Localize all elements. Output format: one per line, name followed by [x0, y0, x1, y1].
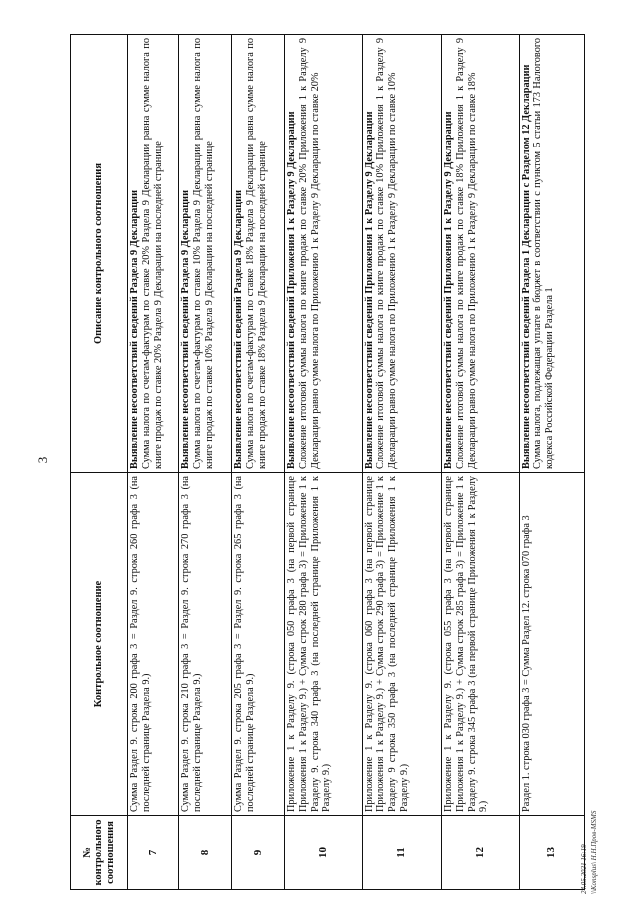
table-row — [128, 35, 179, 890]
row-description-text: Сумма налога, подлежащая уплате в бюджет в соответствии с пунктом 5 статьи 173 Налогового кодекса Российской Федерации Раздела 1 — [532, 38, 555, 469]
row-description-title: Выявление несоответствий сведений Приложения 1 к Разделу 9 Декларации — [443, 111, 455, 469]
print-stamp-path: \\Konsplus\ Н.Н.Пров-МSMS — [590, 810, 598, 894]
row-description-text: Сложение итоговой суммы налога по книге продаж по ставке 18% Приложения 1 к Разделу 9 Декларации равно сумме налога по Приложению 1 к Разделу 9 Декларации по ставке 18% — [454, 38, 478, 469]
header-number: № контрольного соотношения — [71, 816, 128, 890]
row-description — [179, 35, 232, 473]
row-description-text: Сложение итоговой суммы налога по книге продаж по ставке 20% Приложения 1 к Разделу 9 Декларации равно сумме налога по Приложению 1 к Разделу 9 Декларации по ставке 20% — [298, 38, 321, 469]
header-relation: Контрольное соотношение — [71, 473, 128, 816]
row-description-text: Сумма налога по счетам-фактурам по ставке 20% Раздела 9 Декларации равна сумме налога по книге продаж по ставке 20% Раздела 9 Декларации на последней странице — [141, 38, 164, 469]
row-number: 10 — [285, 816, 362, 890]
row-relation: Сумма Раздел 9. строка 210 графа 3 = Раздел 9. строка 270 графа 3 (на последней странице Раздела 9.) — [179, 473, 232, 816]
row-description — [442, 35, 519, 473]
row-number: 9 — [232, 816, 285, 890]
table-row — [519, 35, 584, 890]
table-header-row — [71, 35, 128, 890]
table-row — [362, 35, 442, 890]
row-relation: Раздел 1. строка 030 графа 3 = Сумма Раздел 12. строка 070 графа 3 — [519, 473, 584, 816]
row-relation: Сумма Раздел 9. строка 200 графа 3 = Раздел 9. строка 260 графа 3 (на последней странице Раздела 9.) — [128, 473, 179, 816]
row-relation: Приложение 1 к Разделу 9. (строка 055 графа 3 (на первой странице Приложения 1 к Разделу 9.) + Сумма строк 285 графа 3) = Приложение 1 к Разделу 9. строка 345 графа 3 (на первой странице Приложения 1 к Разделу 9.) — [442, 473, 519, 816]
row-number: 11 — [362, 816, 442, 890]
table-row — [179, 35, 232, 890]
row-description — [232, 35, 285, 473]
page-number-wrap — [35, 445, 51, 475]
row-number: 7 — [128, 816, 179, 890]
table-row — [285, 35, 362, 890]
control-relations-table — [70, 34, 585, 890]
row-description — [519, 35, 584, 473]
row-description-text: Сумма налога по счетам-фактурам по ставке 18% Раздела 9 Декларации равна сумме налога по книге продаж по ставке 18% Раздела 9 Декларации на последней странице — [244, 38, 268, 469]
row-description-text: Сложение итоговой суммы налога по книге продаж по ставке 10% Приложения 1 к Разделу 9 Декларации равно сумме налога по Приложению 1 к Разделу 9 Декларации по ставке 10% — [375, 38, 398, 469]
table-row — [442, 35, 519, 890]
row-number: 13 — [519, 816, 584, 890]
header-description: Описание контрольного соотношения — [71, 35, 128, 473]
print-stamp-date: 24.05.2021 16:19 — [580, 844, 588, 894]
table-row — [232, 35, 285, 890]
row-description-title: Выявление несоответствий сведений Раздела 9 Декларации — [129, 189, 141, 469]
row-relation: Приложение 1 к Разделу 9. (строка 050 графа 3 (на первой странице Приложения 1 к Разделу 9.) + Сумма строк 280 графа 3) = Приложение 1 к Разделу 9. строка 340 графа 3 (на последней странице Приложения 1 к Разделу 9.) — [285, 473, 362, 816]
row-description — [285, 35, 362, 473]
row-number: 8 — [179, 816, 232, 890]
rotated-page — [70, 35, 585, 890]
row-description-title: Выявление несоответствий сведений Приложения 1 к Разделу 9 Декларации — [363, 111, 375, 469]
row-number: 12 — [442, 816, 519, 890]
row-relation: Сумма Раздел 9. строка 205 графа 3 = Раздел 9. строка 265 графа 3 (на последней странице Раздела 9.) — [232, 473, 285, 816]
page-number: 3 — [35, 456, 50, 464]
row-description — [128, 35, 179, 473]
row-description-title: Выявление несоответствий сведений Приложения 1 к Разделу 9 Декларации — [286, 111, 298, 469]
row-description-title: Выявление несоответствий сведений Раздела 9 Декларации — [180, 189, 192, 469]
row-description-text: Сумма налога по счетам-фактурам по ставке 10% Раздела 9 Декларации равна сумме налога по книге продаж по ставке 10% Раздела 9 Декларации на последней странице — [191, 38, 215, 469]
row-relation: Приложение 1 к Разделу 9. (строка 060 графа 3 (на первой странице Приложения 1 к Разделу 9.) + Сумма строк 290 графа 3) = Приложение 1 к Разделу 9 строка 350 графа 3 (на последней странице Приложения 1 к Разделу 9.) — [362, 473, 442, 816]
row-description-title: Выявление несоответствий сведений Раздела 9 Декларации — [233, 189, 245, 469]
row-description — [362, 35, 442, 473]
row-description-title: Выявление несоответствий сведений Раздела 1 Декларации с Разделом 12 Декларации — [520, 64, 532, 469]
